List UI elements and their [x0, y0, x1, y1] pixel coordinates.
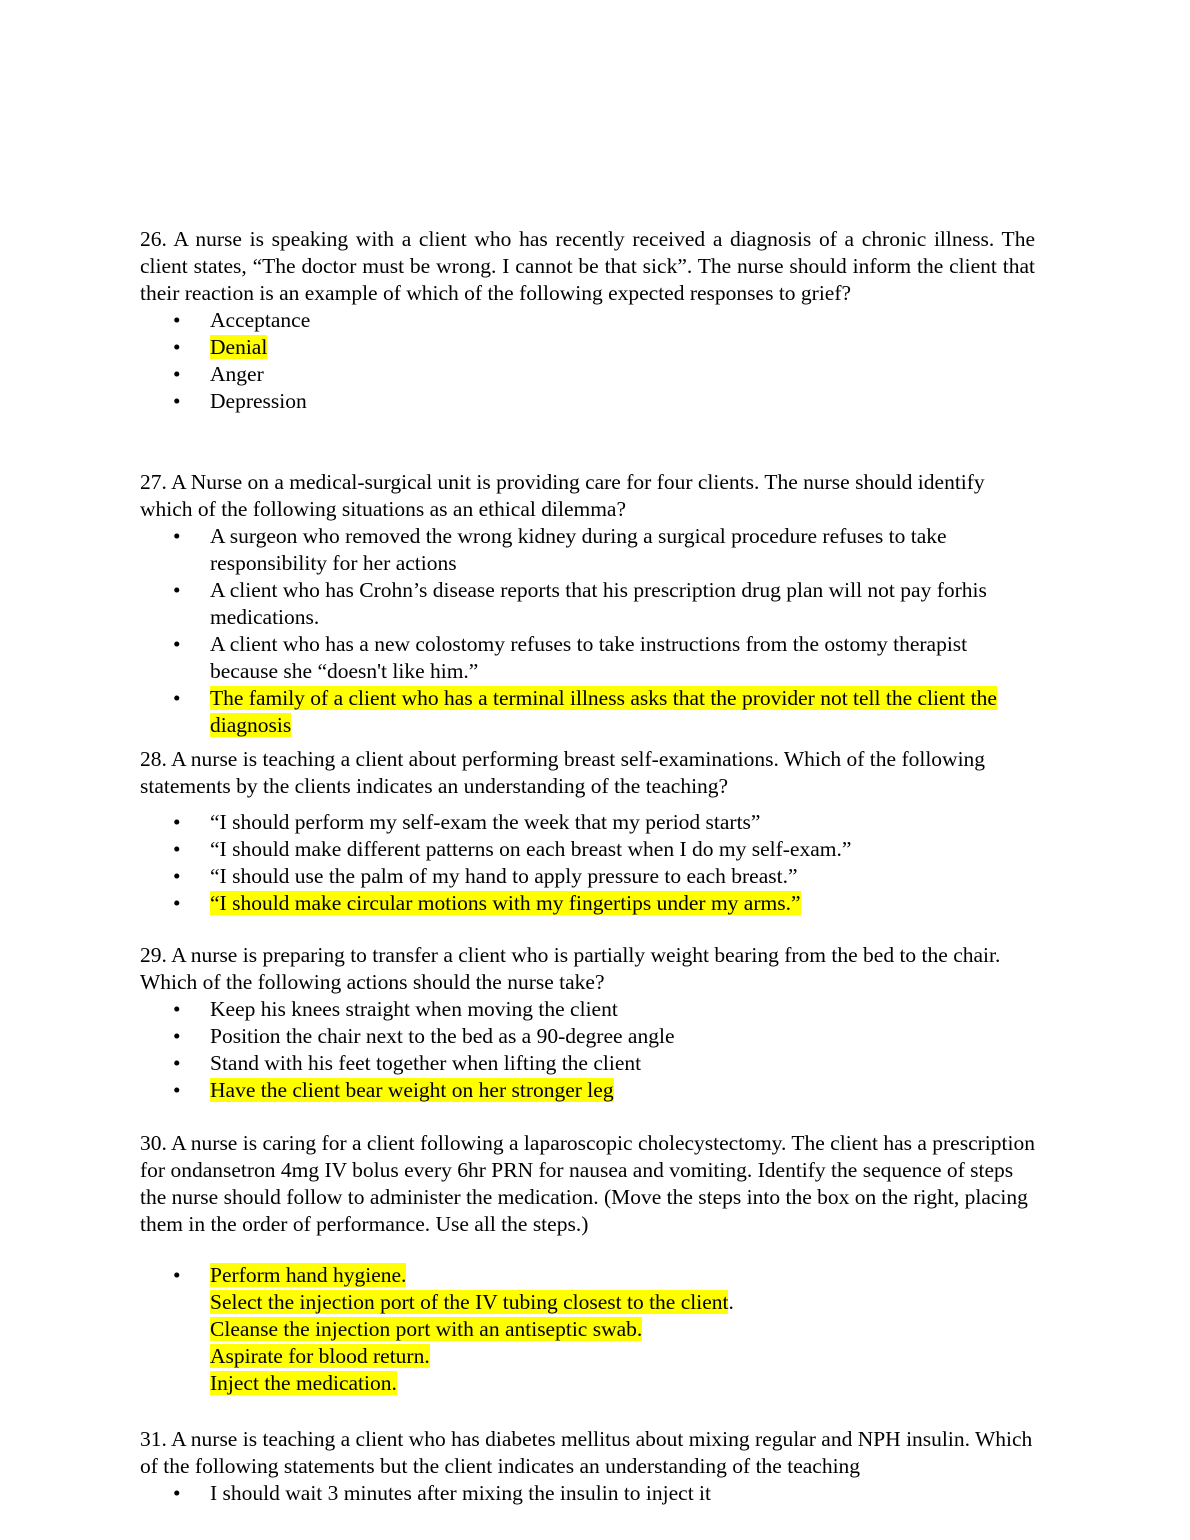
step-trailing-period: .	[728, 1290, 734, 1314]
option-item	[140, 809, 1035, 836]
option-text: A surgeon who removed the wrong kidney during a surgical procedure refuses to take responsibility for her actions	[210, 524, 947, 575]
option-text: “I should use the palm of my hand to apply pressure to each breast.”	[210, 864, 798, 888]
highlighted-step: Inject the medication.	[210, 1371, 397, 1395]
option-list	[140, 996, 1035, 1104]
option-item	[140, 863, 1035, 890]
option-text: Position the chair next to the bed as a 90-degree angle	[210, 1024, 675, 1048]
option-text: I should wait 3 minutes after mixing the insulin to inject it	[210, 1481, 711, 1505]
option-text: A client who has a new colostomy refuses to take instructions from the ostomy therapist because she “doesn't like him.”	[210, 632, 968, 683]
option-item	[140, 996, 1035, 1023]
option-item	[140, 836, 1035, 863]
highlighted-step: Aspirate for blood return.	[210, 1344, 430, 1368]
step-item	[140, 1370, 1035, 1397]
option-item-answer	[140, 334, 1035, 361]
step-item	[140, 1343, 1035, 1370]
question-28	[140, 746, 1035, 917]
option-list	[140, 1480, 1035, 1507]
question-stem: 31. A nurse is teaching a client who has diabetes mellitus about mixing regular and NPH insulin. Which of the following statements but the client indicates an understanding of the teaching	[140, 1427, 1033, 1478]
question-30	[140, 1130, 1035, 1397]
highlighted-answer: Denial	[210, 335, 268, 359]
highlighted-answer: “I should make circular motions with my fingertips under my arms.”	[210, 891, 801, 915]
option-item	[140, 307, 1035, 334]
option-item-answer	[140, 890, 1035, 917]
step-item	[140, 1262, 1035, 1289]
option-item	[140, 523, 1035, 577]
option-text: Keep his knees straight when moving the client	[210, 997, 618, 1021]
question-26	[140, 226, 1035, 415]
option-text: Stand with his feet together when lifting the client	[210, 1051, 642, 1075]
option-item-answer	[140, 1077, 1035, 1104]
highlighted-step: Perform hand hygiene.	[210, 1263, 407, 1287]
question-stem: 30. A nurse is caring for a client following a laparoscopic cholecystectomy. The client has a prescription for ondansetron 4mg IV bolus every 6hr PRN for nausea and vomiting. Identify the sequence of steps the nurse should follow to administer the medication. (Move the steps into the box on the right, placing them in the order of performance. Use all the steps.)	[140, 1131, 1035, 1236]
step-list	[140, 1262, 1035, 1397]
highlighted-step: Select the injection port of the IV tubing closest to the client	[210, 1290, 729, 1314]
option-text: Acceptance	[210, 308, 311, 332]
option-list	[140, 809, 1035, 917]
option-text: Depression	[210, 389, 307, 413]
question-stem: 27. A Nurse on a medical-surgical unit is providing care for four clients. The nurse should identify which of the following situations as an ethical dilemma?	[140, 470, 985, 521]
question-27	[140, 469, 1035, 739]
option-item	[140, 388, 1035, 415]
highlighted-answer: Have the client bear weight on her stronger leg	[210, 1078, 614, 1102]
option-list	[140, 523, 1035, 739]
option-item-answer	[140, 685, 1035, 739]
question-stem: 29. A nurse is preparing to transfer a client who is partially weight bearing from the bed to the chair. Which of the following actions should the nurse take?	[140, 943, 1001, 994]
step-item	[140, 1289, 1035, 1316]
option-text: A client who has Crohn’s disease reports that his prescription drug plan will not pay forhis medications.	[210, 578, 987, 629]
option-text: “I should perform my self-exam the week that my period starts”	[210, 810, 761, 834]
option-item	[140, 577, 1035, 631]
highlighted-answer: The family of a client who has a terminal illness asks that the provider not tell the client the diagnosis	[210, 686, 997, 737]
question-stem: 26. A nurse is speaking with a client who has recently received a diagnosis of a chronic illness. The client states, “The doctor must be wrong. I cannot be that sick”. The nurse should inform the client that their reaction is an example of which of the following expected responses to grief?	[140, 227, 1035, 305]
option-item	[140, 1050, 1035, 1077]
question-stem: 28. A nurse is teaching a client about performing breast self-examinations. Which of the following statements by the clients indicates an understanding of the teaching?	[140, 747, 986, 798]
option-item	[140, 361, 1035, 388]
option-list	[140, 307, 1035, 415]
step-item	[140, 1316, 1035, 1343]
option-item	[140, 1480, 1035, 1507]
highlighted-step: Cleanse the injection port with an antiseptic swab.	[210, 1317, 643, 1341]
question-29	[140, 942, 1035, 1104]
option-text: “I should make different patterns on each breast when I do my self-exam.”	[210, 837, 852, 861]
option-item	[140, 1023, 1035, 1050]
question-31	[140, 1426, 1035, 1507]
option-item	[140, 631, 1035, 685]
option-text: Anger	[210, 362, 264, 386]
